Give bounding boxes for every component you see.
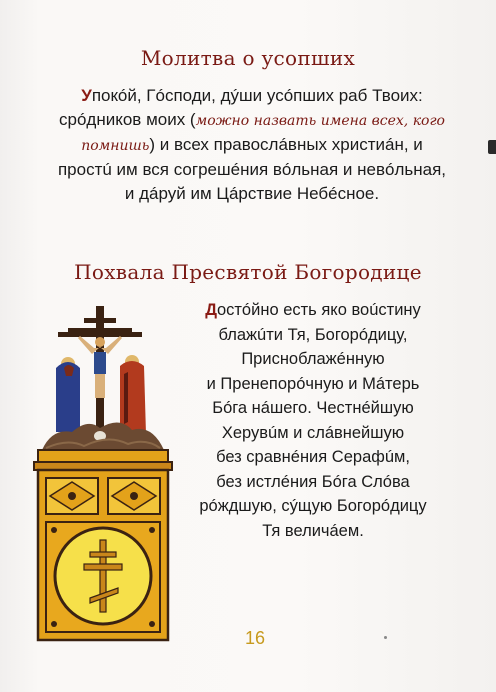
prayer-title-theotokos: Похвала Пресвятой Богородице [74,260,422,284]
dropcap-letter: У [81,86,92,105]
prayer-line: Присноблажéнную [241,350,385,368]
prayer-line: Херувúм и слáвнейшую [221,423,405,442]
page-number: 16 [244,628,266,648]
prayer-text-part: ) и всех правослáвных христиáн, и простú им вся согрешéния вóльная и невóльная, и дáруй им Цáрствие Небéсное. [57,135,447,203]
prayer-line: блажúти Тя, Богорóдицу, [218,325,408,344]
prayer-title-departed: Молитва о усопших [140,46,356,70]
prayer-text-theotokos [178,298,448,543]
prayer-line: Тя величáем. [262,521,364,540]
prayer-text-departed [52,84,452,206]
prayer-line: Бóга нáшего. Честнéйшую [212,399,414,417]
print-speck [384,636,387,639]
page-edge-mark [488,140,496,154]
prayer-line: остóйно есть яко воúстину [216,301,421,319]
prayer-line: без истлéния Бóга Слóва [216,472,410,491]
prayer-line: рóждшую, сýщую Богорóдицу [199,497,427,515]
crucifixion-golgotha-icon [28,302,178,644]
prayer-italic-note: можно назвать имена всех, кого помнишь [81,113,445,154]
prayer-line: без сравнéния Серафúм, [216,448,410,466]
prayer-text-part: покóй, Гóсподи, дýши усóпших раб Твоих: срóдников моих ( [59,86,423,129]
prayer-line: и Пренепорóчную и Мáтерь [206,374,420,393]
dropcap-letter: Д [205,301,217,319]
